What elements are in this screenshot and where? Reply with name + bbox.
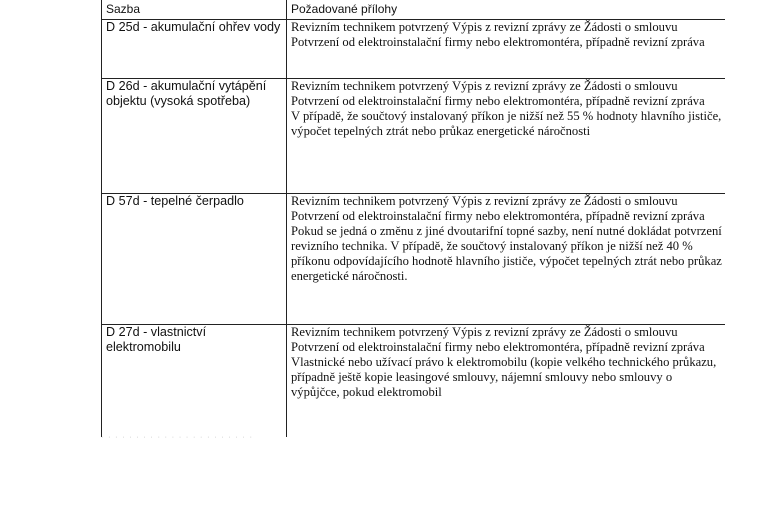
attachments-cell: [287, 20, 726, 79]
attachment-item: Revizním technikem potvrzený Výpis z revizní zprávy ze Žádosti o smlouvu: [291, 325, 678, 339]
attachment-item: Potvrzení od elektroinstalační firmy nebo elektromontéra, případně revizní zpráva: [291, 209, 705, 223]
header-attachments: Požadované přílohy: [287, 0, 726, 20]
attachments-cell: [287, 79, 726, 194]
attachment-item: Revizním technikem potvrzený Výpis z revizní zprávy ze Žádosti o smlouvu: [291, 79, 678, 93]
rate-cell: D 57d - tepelné čerpadlo: [102, 194, 287, 325]
header-rate: Sazba: [102, 0, 287, 20]
table-row: [102, 194, 726, 325]
attachment-item: V případě, že součtový instalovaný příkon je nižší než 55 % hodnoty hlavního jističe, výpočet tepelných ztrát nebo průkaz energetické náročnosti: [291, 109, 722, 138]
attachment-item: Potvrzení od elektroinstalační firmy nebo elektromontéra, případně revizní zpráva: [291, 340, 705, 354]
table-row: [102, 79, 726, 194]
cut-off-footnote-decoration: · · · · · · · · · · · · · · · · · · · · · ·: [101, 434, 254, 441]
table-header-row: [102, 0, 726, 20]
rate-cell: D 27d - vlastnictví elektromobilu: [102, 325, 287, 438]
attachment-item: Potvrzení od elektroinstalační firmy nebo elektromontéra, případně revizní zpráva: [291, 94, 705, 108]
attachment-item: Revizním technikem potvrzený Výpis z revizní zprávy ze Žádosti o smlouvu: [291, 194, 678, 208]
attachments-cell: [287, 194, 726, 325]
attachment-item: Pokud se jedná o změnu z jiné dvoutarifní topné sazby, není nutné dokládat potvrzení revizního technika. V případě, že součtový instalovaný příkon je nižší než 40 % příkonu odpovídajícího hodnotě hlavního jističe, výpočet tepelných ztrát nebo průkaz energetické náročnosti.: [291, 224, 722, 283]
table-viewport: [101, 0, 725, 437]
attachment-item: Vlastnické nebo užívací právo k elektromobilu (kopie velkého technického průkazu, případně ještě kopie leasingové smlouvy, nájemní smlouvy nebo smlouvy o výpůjčce, pokud elektromobil: [291, 355, 717, 399]
attachment-item: Revizním technikem potvrzený Výpis z revizní zprávy ze Žádosti o smlouvu: [291, 20, 678, 34]
table-row: [102, 20, 726, 79]
rate-cell: D 25d - akumulační ohřev vody: [102, 20, 287, 79]
table-row: [102, 325, 726, 438]
tariff-attachments-table: [101, 0, 725, 437]
attachments-cell: [287, 325, 726, 438]
attachment-item: Potvrzení od elektroinstalační firmy nebo elektromontéra, případně revizní zpráva: [291, 35, 705, 49]
rate-cell: D 26d - akumulační vytápění objektu (vysoká spotřeba): [102, 79, 287, 194]
